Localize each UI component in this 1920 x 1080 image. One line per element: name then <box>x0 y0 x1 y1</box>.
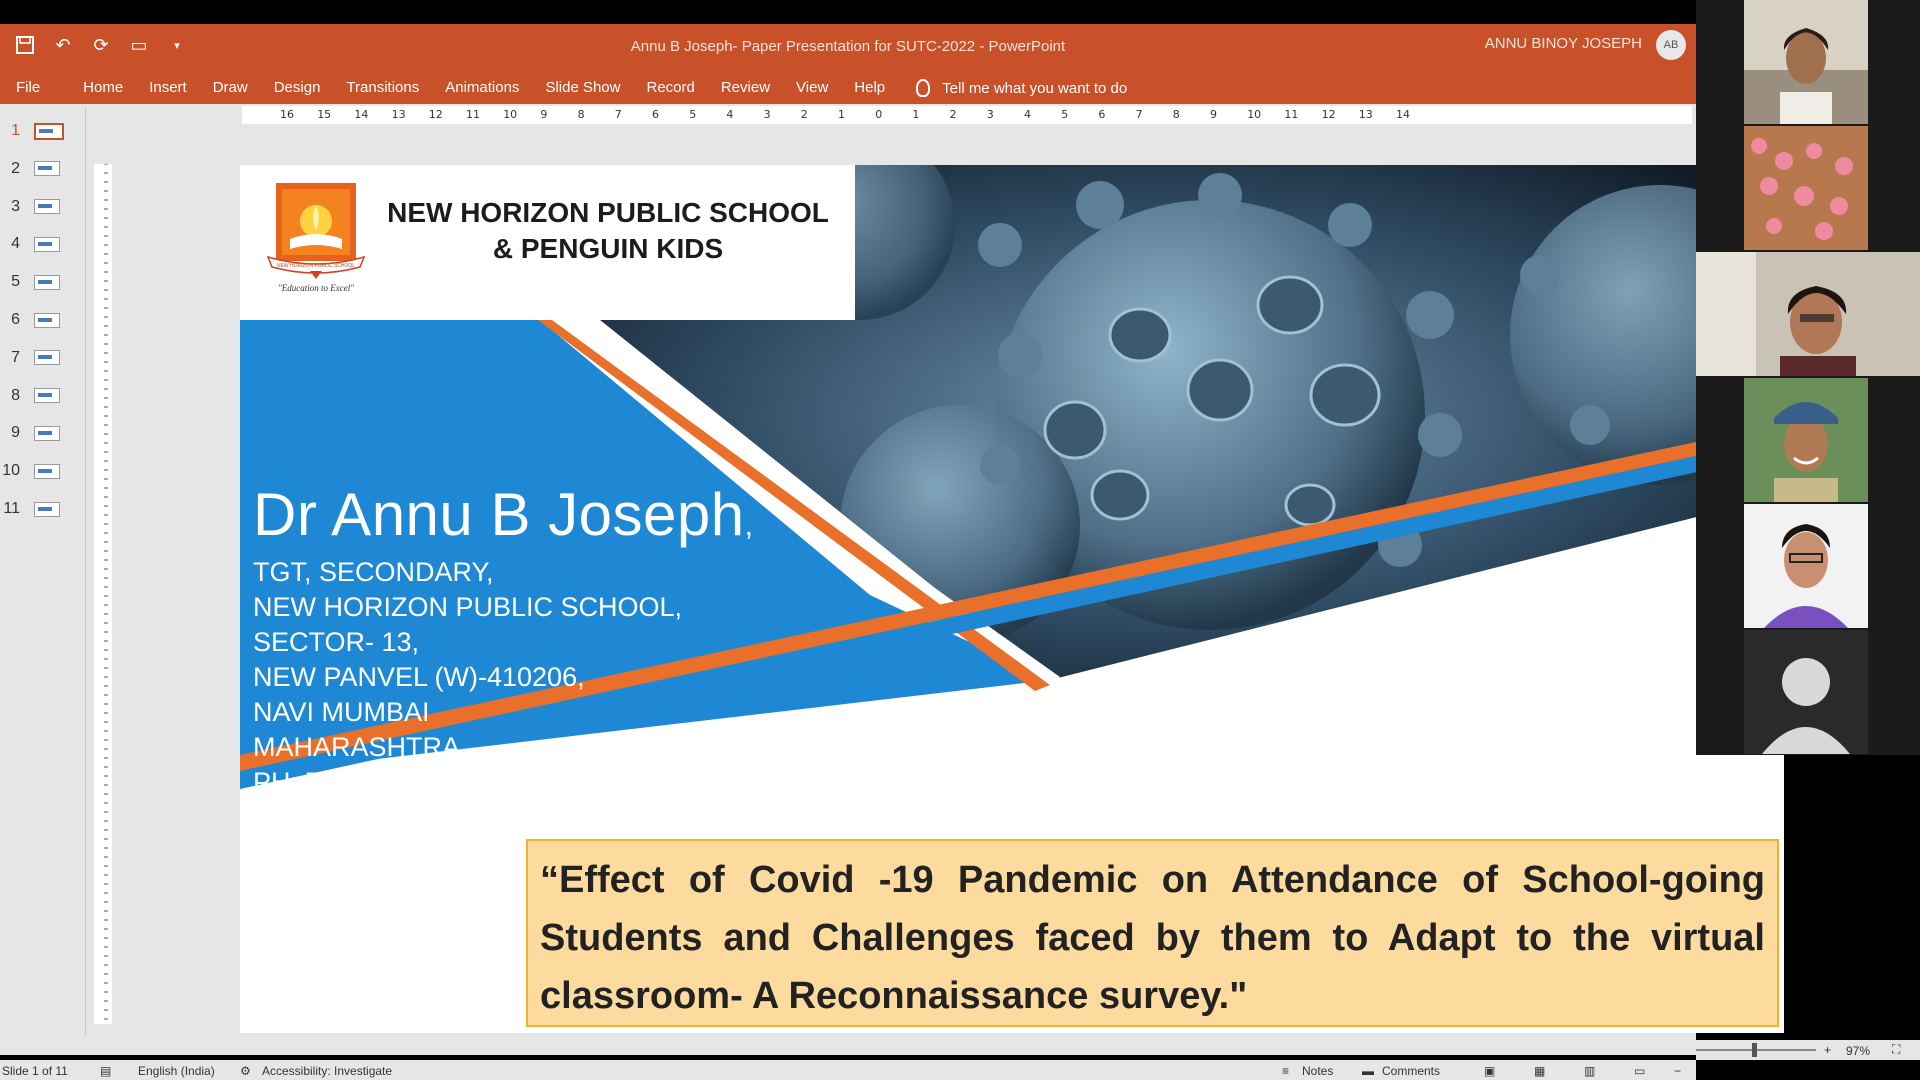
ruler-tick-label: 14 <box>1396 108 1410 121</box>
ruler-tick-label: 15 <box>317 108 332 121</box>
tab-animations[interactable]: Animations <box>445 79 520 96</box>
slide-thumbnail-image[interactable] <box>34 388 60 403</box>
ruler-tick-label: 7 <box>614 108 622 121</box>
school-logo-box <box>240 165 855 320</box>
ruler-tick-label: 3 <box>763 108 771 121</box>
tell-me-label: Tell me what you want to do <box>942 79 1128 97</box>
zoom-in-icon[interactable]: + <box>1824 1043 1832 1057</box>
ruler-tick-label: 13 <box>1358 108 1373 121</box>
slide-thumbnail-image[interactable] <box>34 161 60 176</box>
tab-help[interactable]: Help <box>854 79 886 96</box>
slide-thumbnail-number: 5 <box>11 273 20 291</box>
slide-thumbnail-number: 7 <box>11 348 20 366</box>
status-bar <box>0 1060 1696 1080</box>
language-indicator[interactable]: English (India) <box>138 1064 215 1078</box>
tab-review[interactable]: Review <box>720 79 771 96</box>
vertical-ruler-ticks <box>94 164 112 1024</box>
paper-title: “Effect of Covid -19 Pandemic on Attendance of School-going Students and Challenges faced by them to Adapt to the virtual classroom- A Reconnaissance survey." <box>526 839 1779 1027</box>
slide-thumbnail-image[interactable] <box>34 275 60 290</box>
ruler-tick-label: 6 <box>1098 108 1106 121</box>
slide-thumbnail[interactable] <box>0 418 80 448</box>
slide-thumbnail-number: 2 <box>11 159 20 177</box>
ruler-tick-label: 2 <box>949 108 957 121</box>
slide-thumbnail[interactable] <box>0 192 80 222</box>
comments-icon: ▬ <box>1362 1064 1374 1078</box>
slide-thumbnail-image[interactable] <box>34 313 60 328</box>
slide-thumbnail-number: 6 <box>11 311 20 328</box>
detail-line: TGT, SECONDARY, <box>253 557 494 587</box>
slide-thumbnail[interactable] <box>0 343 80 373</box>
zoom-out-icon[interactable]: − <box>1674 1064 1682 1078</box>
ruler-tick-label: 4 <box>1024 108 1031 121</box>
tell-me-search[interactable] <box>916 79 1127 97</box>
detail-line: PH: 7021807194 <box>253 767 456 797</box>
ruler-tick-label: 11 <box>466 108 480 121</box>
tab-home[interactable]: Home <box>83 79 124 96</box>
slide-canvas[interactable] <box>240 165 1784 1033</box>
ruler-tick-label: 16 <box>280 108 294 121</box>
slideshow-view-icon[interactable]: ▭ <box>1634 1064 1646 1078</box>
reading-view-icon[interactable]: ▥ <box>1584 1064 1596 1078</box>
zoom-slider-thumb[interactable] <box>1752 1043 1757 1057</box>
fit-to-window-icon[interactable]: ⛶ <box>1892 1042 1901 1056</box>
ruler-tick-label: 13 <box>391 108 406 121</box>
ruler-tick-label: 14 <box>354 108 369 121</box>
account-name[interactable]: ANNU BINOY JOSEPH <box>1484 35 1642 52</box>
presenter-name <box>253 480 753 549</box>
ruler-tick-label: 4 <box>726 108 734 121</box>
school-name-line1: NEW HORIZON PUBLIC SCHOOL <box>387 197 829 228</box>
ruler-tick-label: 3 <box>986 108 994 121</box>
ruler-tick-label: 11 <box>1284 108 1299 121</box>
tab-transitions[interactable]: Transitions <box>346 79 420 96</box>
detail-line: NEW PANVEL (W)-410206, <box>253 662 585 692</box>
slide-thumbnail-image[interactable] <box>34 123 64 140</box>
slide-thumbnail-image[interactable] <box>34 199 60 214</box>
video-call-panel <box>1696 0 1920 755</box>
slide-thumbnail-number: 11 <box>3 500 20 517</box>
participant-video[interactable] <box>1696 252 1920 376</box>
ruler-tick-label: 2 <box>800 108 808 121</box>
ruler-tick-label: 12 <box>428 108 443 121</box>
horizontal-ruler <box>242 106 1692 124</box>
slide-thumbnail-number: 8 <box>11 386 20 404</box>
slide-thumbnail-number: 1 <box>11 122 20 139</box>
spellcheck-icon[interactable]: ▤ <box>100 1064 112 1078</box>
slide-thumbnail[interactable] <box>0 154 80 184</box>
presenter-details <box>253 555 682 800</box>
slide-thumbnail[interactable] <box>0 456 80 486</box>
ribbon-tabs <box>0 72 1696 104</box>
tab-insert[interactable]: Insert <box>149 79 187 96</box>
zoom-level[interactable]: 97% <box>1846 1044 1871 1058</box>
slide-thumbnail-image[interactable] <box>34 237 60 252</box>
tab-file[interactable]: File <box>16 79 41 96</box>
slide-thumbnail-image[interactable] <box>34 426 60 441</box>
slide-thumbnail-image[interactable] <box>34 464 60 479</box>
ruler-tick-label: 8 <box>577 108 585 121</box>
ruler-tick-label: 1 <box>838 108 845 121</box>
redo-icon[interactable]: ⟳ <box>93 34 109 55</box>
notes-button[interactable]: Notes <box>1302 1064 1334 1078</box>
document-title: Annu B Joseph- Paper Presentation for SUTC-2022 - PowerPoint <box>630 38 1066 55</box>
participant-avatar-placeholder[interactable] <box>1744 630 1868 754</box>
ruler-tick-label: 10 <box>1247 108 1262 121</box>
tab-slide-show[interactable]: Slide Show <box>545 79 621 96</box>
avatar[interactable]: AB <box>1656 30 1686 60</box>
logo-banner-text: NEW HORIZON PUBLIC SCHOOL <box>276 263 356 269</box>
slide-thumbnail[interactable] <box>0 305 80 335</box>
slide-counter[interactable]: Slide 1 of 11 <box>2 1064 68 1078</box>
slide-thumbnail[interactable] <box>0 229 80 259</box>
undo-icon[interactable]: ↶ <box>55 34 71 55</box>
tab-view[interactable]: View <box>796 79 829 96</box>
tab-design[interactable]: Design <box>273 79 321 96</box>
participant-video[interactable] <box>1744 0 1868 124</box>
participant-video[interactable] <box>1744 504 1868 628</box>
school-name-line2: & PENGUIN KIDS <box>492 233 724 264</box>
presenter-name-comma: , <box>744 509 754 542</box>
school-name <box>368 195 848 267</box>
ruler-tick-label: 5 <box>689 108 697 121</box>
present-from-start-icon[interactable]: ▭ <box>130 34 148 55</box>
slide-thumbnail[interactable] <box>0 381 80 411</box>
slide-thumbnail-number: 3 <box>11 197 20 215</box>
slide-thumbnail[interactable] <box>0 494 80 524</box>
ruler-tick-label: 5 <box>1061 108 1069 121</box>
tab-draw[interactable]: Draw <box>212 79 248 96</box>
logo-tagline: "Education to Excel" <box>278 283 355 293</box>
vertical-ruler <box>94 164 112 1024</box>
slide-thumbnail-number: 10 <box>2 462 20 480</box>
detail-line: SECTOR- 13, <box>253 627 420 657</box>
tab-record[interactable]: Record <box>646 79 695 96</box>
title-bar <box>0 24 1696 72</box>
ruler-tick-label: 0 <box>875 108 883 121</box>
ruler-tick-label: 7 <box>1135 108 1143 121</box>
detail-line: NEW HORIZON PUBLIC SCHOOL, <box>253 592 683 622</box>
slide-thumbnail-number: 4 <box>11 235 20 253</box>
powerpoint-window <box>0 24 1765 1078</box>
presenter-name-text: Dr Annu B Joseph <box>253 481 745 548</box>
slide-thumbnail-number: 9 <box>11 424 20 442</box>
ruler-tick-label: 8 <box>1172 108 1180 121</box>
slide-thumbnail[interactable] <box>0 116 80 146</box>
slide-sorter-icon[interactable]: ▦ <box>1534 1064 1546 1078</box>
ruler-tick-label: 9 <box>1210 108 1217 121</box>
participant-video[interactable] <box>1744 378 1868 502</box>
customize-toolbar-icon[interactable]: ▾ <box>174 39 180 52</box>
school-emblem-icon <box>262 179 370 297</box>
ruler-tick-label: 1 <box>912 108 920 121</box>
slide-thumbnail-image[interactable] <box>34 502 60 517</box>
zoom-controls <box>1696 1040 1920 1060</box>
comments-button[interactable]: Comments <box>1382 1064 1441 1078</box>
notes-icon: ≡ <box>1282 1064 1290 1078</box>
ruler-tick-label: 6 <box>652 108 659 121</box>
detail-line: MAHARASHTRA <box>253 732 461 762</box>
slide-thumbnail-image[interactable] <box>34 350 60 365</box>
participant-video[interactable] <box>1744 126 1868 250</box>
normal-view-icon[interactable]: ▣ <box>1484 1064 1496 1078</box>
lightbulb-icon <box>916 79 930 97</box>
ruler-tick-label: 10 <box>503 108 518 121</box>
ruler-tick-label: 12 <box>1321 108 1336 121</box>
detail-line: NAVI MUMBAI <box>253 697 430 727</box>
accessibility-status[interactable]: Accessibility: Investigate <box>262 1064 393 1078</box>
slide-thumbnail[interactable] <box>0 267 80 297</box>
accessibility-icon: ⚙ <box>240 1064 251 1078</box>
ruler-tick-label: 9 <box>540 108 548 121</box>
slide-thumbnails-pane <box>0 106 86 1036</box>
